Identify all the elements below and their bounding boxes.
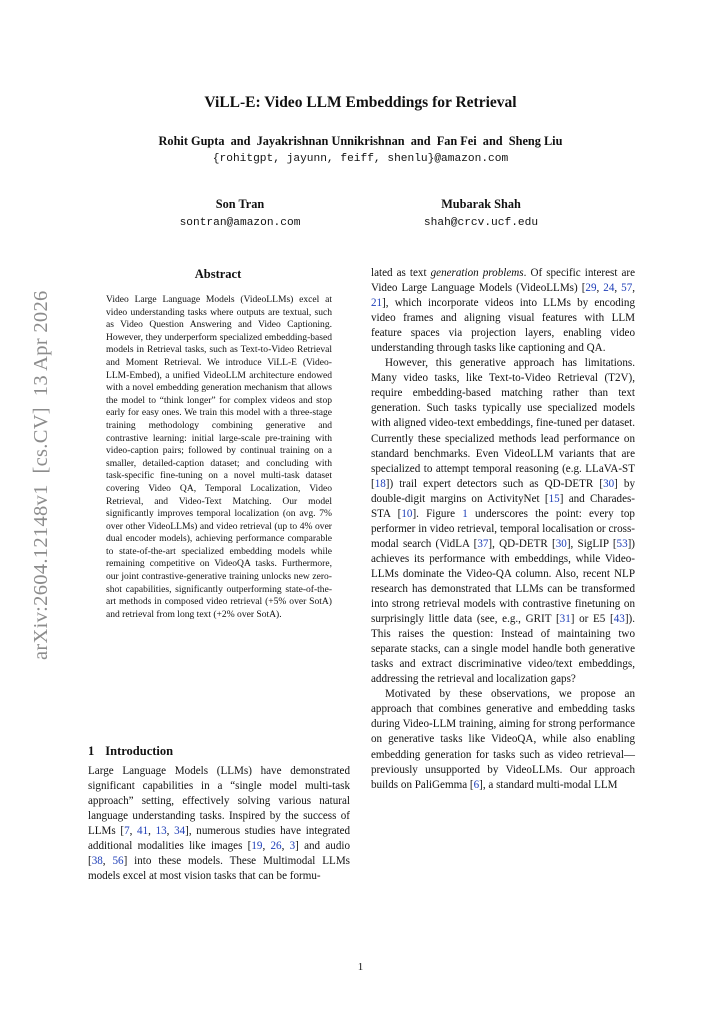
citation-link[interactable]: 3 xyxy=(289,840,296,853)
paragraph: However, this generative approach has limitations. Many video tasks, like Text-to-Video Retrieval (T2V), require embedding-based matching rather than text generation. Such tasks typically use specialized models with aligned video-text embeddings, fine-tuned per dataset. Currently these specialized methods lead performance on standard benchmarks. Even VideoLLM variants that are specialized to attempt temporal reasoning (e.g. LLaVA-ST [18]) trail expert detectors such as QD-DETR [30] by double-digit margins on ActivityNet [15] and Charades-STA [10]. Figure 1 underscores the point: every top performer in video retrieval, temporal localisation or cross-modal search (VidLA [37], QD-DETR [30], SigLIP [53]) achieves its performance with embeddings, while Video-LLMs dominate the Video-QA column. Also, recent NLP research has demonstrated that LLMs can be transformed into strong retrieval models with contrastive finetuning on surprisingly little data (see, e.g., GRIT [31] or E5 [43]). This raises the question: Instead of maintaining two separate stacks, can a single model handle both generative tasks and extract discriminative video/text embeddings, addressing the retrieval and localization gaps? xyxy=(371,357,636,686)
author-email: shah@crcv.ucf.edu xyxy=(423,217,539,229)
paragraph: Motivated by these observations, we propose an approach that combines generative and embedding tasks during Video-LLM training, aiming for strong performance on generative tasks like VideoQA, while also enabling embedding generation for tasks such as video retrieval—previously unsupported by VideoLLMs. Our approach builds on PaliGemma [6], a standard multi-modal LLM xyxy=(371,688,635,791)
citation-link[interactable]: 43 xyxy=(613,613,625,626)
paragraph: Large Language Models (LLMs) have demonstrated significant capabilities in a “single model multi-task approach” setting, effectively solving various natural language understanding tasks. Inspired by the success of LLMs [7, 41, 13, 34], numerous studies have integrated additional modalities like images [19, 26, 3] and audio [38, 56] into these models. These Multimodal LLMs models excel at most vision tasks that can be formu- xyxy=(88,765,351,883)
citation-link[interactable]: 26 xyxy=(270,840,282,853)
citation-link[interactable]: 21 xyxy=(371,297,383,310)
citation-link[interactable]: 57 xyxy=(621,282,633,295)
citation-link[interactable]: 19 xyxy=(251,840,263,853)
citation-link[interactable]: 30 xyxy=(555,537,567,550)
citation-link[interactable]: 13 xyxy=(155,825,167,838)
abstract-body: Video Large Language Models (VideoLLMs) excel at video understanding tasks where outputs are textual, such as Video Question Answering and Video Captioning. However, they underperform specialized embedding-based models in Retrieval tasks, such as Text-to-Video Retrieval and Moment Retrieval. We introduce ViLL-E (Video-LLM-Embed), a unified VideoLLM architecture endowed with a novel embedding generation mechanism that allows the model to “think longer” for complex videos and stop early for easy ones. We train this model with a three-stage training methodology combining generative and contrastive learning: initial large-scale pre-training with video-caption pairs; followed by continual training on a smaller, detailed-caption dataset; and concluding with task-specific fine-tuning on a novel multi-task dataset covering Video QA, Temporal Localization, Video Retrieval, and Video-Text Matching. Our model significantly improves temporal localization (on avg. 7% over other VideoLLMs) and video retrieval (up to 4% over dual encoder models), achieving performance comparable to state-of-the-art specialized embedding models while remaining competitive on VideoQA tasks. Furthermore, our joint contrastive-generative training unlocks new zero-shot capabilities, significantly outperforming state-of-the-art methods in composed video retrieval (+5% over SotA) and retrieval from long text (+2% over SotA). xyxy=(106,294,332,620)
citation-link[interactable]: 56 xyxy=(112,855,124,868)
citation-link[interactable]: 18 xyxy=(374,477,386,490)
author-email: sontran@amazon.com xyxy=(179,217,301,229)
page-number: 1 xyxy=(357,961,364,973)
citation-link[interactable]: 31 xyxy=(559,613,571,626)
figure-reference-link[interactable]: 1 xyxy=(462,507,468,520)
citation-link[interactable]: 29 xyxy=(585,282,597,295)
paragraph: lated as text generation problems. Of specific interest are Video Large Language Models (VideoLLMs) [29, 24, 57, 21], which incorporate videos into LLMs by encoding video frames and aligning visual features with LLM feature spaces via projection layers, enabling video understanding through tasks like captioning and QA. xyxy=(371,267,636,355)
paper-title: ViLL-E: Video LLM Embeddings for Retrieval xyxy=(204,94,517,111)
arxiv-identifier-stamp: arXiv:2604.12148v1 [cs.CV] 13 Apr 2026 xyxy=(30,290,52,660)
citation-link[interactable]: 15 xyxy=(548,492,560,505)
introduction-right-column xyxy=(371,266,635,793)
citation-link[interactable]: 41 xyxy=(137,825,149,838)
author-emails: {rohitgpt, jayunn, feiff, shenlu}@amazon.com xyxy=(212,153,509,165)
author-block-mubarak-shah xyxy=(381,197,581,230)
citation-link[interactable]: 30 xyxy=(603,477,615,490)
citation-link[interactable]: 53 xyxy=(616,537,628,550)
citation-link[interactable]: 34 xyxy=(174,825,186,838)
citation-link[interactable]: 6 xyxy=(473,778,480,791)
author-list: Rohit Gupta and Jayakrishnan Unnikrishnan and Fan Fei and Sheng Liu xyxy=(158,134,563,148)
section-title: Introduction xyxy=(105,744,174,758)
citation-link[interactable]: 37 xyxy=(477,537,489,550)
citation-link[interactable]: 10 xyxy=(401,507,413,520)
citation-link[interactable]: 7 xyxy=(124,825,130,838)
section-number: 1 xyxy=(88,744,95,758)
author-block-son-tran xyxy=(140,197,340,230)
citation-link[interactable]: 24 xyxy=(603,282,615,295)
author-name: Mubarak Shah xyxy=(441,197,521,211)
section-heading-introduction xyxy=(88,744,173,759)
abstract-heading: Abstract xyxy=(194,267,242,281)
author-name: Son Tran xyxy=(215,197,265,211)
citation-link[interactable]: 38 xyxy=(91,855,103,868)
introduction-left-column xyxy=(88,764,350,884)
